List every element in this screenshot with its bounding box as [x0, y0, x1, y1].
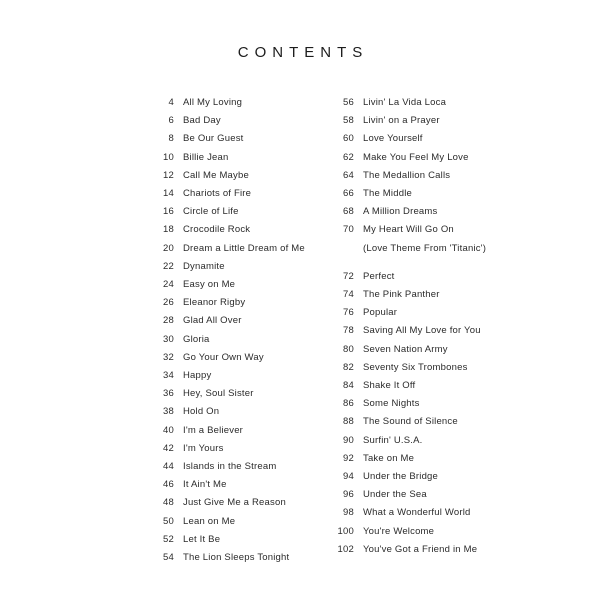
- entry-page-number: 80: [343, 343, 354, 355]
- contents-entry: [308, 203, 508, 221]
- contents-entry: [308, 341, 508, 359]
- entry-page-number: 30: [163, 333, 174, 345]
- entry-song-title: I'm Yours: [183, 442, 224, 454]
- entry-page-number: 62: [343, 151, 354, 163]
- entry-page-number: 82: [343, 361, 354, 373]
- contents-entry: [128, 149, 313, 167]
- entry-song-title: It Ain't Me: [183, 479, 227, 491]
- entry-song-title: Dream a Little Dream of Me: [183, 242, 305, 254]
- contents-entry: [128, 312, 313, 330]
- entry-page-number: 64: [343, 169, 354, 181]
- entry-song-title: Under the Bridge: [363, 471, 439, 483]
- contents-entry: [128, 221, 313, 239]
- entry-page-number: 98: [343, 507, 354, 519]
- entry-song-title: Livin' on a Prayer: [363, 115, 440, 127]
- contents-entry: [308, 94, 508, 112]
- entry-page-number: 42: [163, 442, 174, 454]
- entry-page-number: 74: [343, 289, 354, 301]
- entry-song-title: Hey, Soul Sister: [183, 388, 254, 400]
- entry-song-title: The Pink Panther: [363, 289, 440, 301]
- entry-song-title: Call Me Maybe: [183, 169, 249, 181]
- entry-song-title: You're Welcome: [363, 525, 435, 537]
- contents-entry: [308, 377, 508, 395]
- contents-column-right: [308, 94, 508, 559]
- entry-page-number: 22: [163, 260, 174, 272]
- contents-entry: [128, 94, 313, 112]
- entry-song-title: Chariots of Fire: [183, 188, 252, 200]
- entry-song-title: Let It Be: [183, 533, 221, 545]
- contents-entry: [308, 322, 508, 340]
- entry-song-title: Seven Nation Army: [363, 343, 448, 355]
- contents-entry: [128, 367, 313, 385]
- entry-song-title: Perfect: [363, 270, 395, 282]
- entry-page-number: 34: [163, 370, 174, 382]
- entry-page-number: 20: [163, 242, 174, 254]
- contents-entry: [128, 403, 313, 421]
- contents-entry: [308, 504, 508, 522]
- contents-entry: [308, 450, 508, 468]
- contents-entry: [128, 185, 313, 203]
- contents-entry: [308, 286, 508, 304]
- entry-song-title: The Medallion Calls: [363, 169, 451, 181]
- entry-page-number: 60: [343, 133, 354, 145]
- contents-entry: [128, 422, 313, 440]
- contents-entry: [128, 476, 313, 494]
- entry-page-number: 56: [343, 97, 354, 108]
- entry-song-title: Happy: [183, 370, 212, 382]
- contents-entry: [128, 531, 313, 549]
- contents-entry: [128, 294, 313, 312]
- entry-page-number: 92: [343, 452, 354, 464]
- entry-page-number: 16: [163, 206, 174, 218]
- contents-entry: [128, 549, 313, 567]
- contents-entry: [128, 130, 313, 148]
- entry-song-title: Dynamite: [183, 260, 225, 272]
- contents-entry: [308, 523, 508, 541]
- entry-song-title: Be Our Guest: [183, 133, 244, 145]
- entry-page-number: 48: [163, 497, 174, 509]
- entry-page-number: 18: [163, 224, 174, 236]
- entry-page-number: 88: [343, 416, 354, 428]
- contents-entry: [308, 185, 508, 203]
- entry-song-title: Love Yourself: [363, 133, 423, 145]
- entry-page-number: 28: [163, 315, 174, 327]
- entry-page-number: 84: [343, 380, 354, 392]
- contents-entry: [308, 221, 508, 257]
- entry-page-number: 36: [163, 388, 174, 400]
- entry-song-title: Shake It Off: [363, 380, 416, 392]
- entry-page-number: 102: [337, 543, 354, 555]
- entry-page-number: 52: [163, 533, 174, 545]
- entry-page-number: 14: [163, 188, 174, 200]
- entry-page-number: 32: [163, 351, 174, 363]
- contents-entry: [308, 468, 508, 486]
- entry-song-title: Eleanor Rigby: [183, 297, 246, 309]
- entry-page-number: 12: [163, 169, 174, 181]
- contents-entry: [128, 440, 313, 458]
- contents-entry: [308, 130, 508, 148]
- entry-song-title: Gloria: [183, 333, 210, 345]
- contents-entry: [128, 385, 313, 403]
- entry-song-title: The Lion Sleeps Tonight: [183, 552, 290, 564]
- entry-page-number: 90: [343, 434, 354, 446]
- entry-song-title: Bad Day: [183, 115, 221, 127]
- contents-entry: [308, 304, 508, 322]
- entry-page-number: 78: [343, 325, 354, 337]
- entry-song-title: Go Your Own Way: [183, 351, 264, 363]
- entry-song-title: Circle of Life: [183, 206, 239, 218]
- entry-song-title: Make You Feel My Love: [363, 151, 469, 163]
- contents-entry: [308, 395, 508, 413]
- entry-song-title: The Middle: [363, 188, 412, 200]
- entry-page-number: 24: [163, 279, 174, 291]
- contents-entry: [128, 258, 313, 276]
- entry-page-number: 72: [343, 270, 354, 282]
- entry-song-title: Islands in the Stream: [183, 461, 277, 473]
- entry-song-title: Lean on Me: [183, 515, 236, 527]
- entry-song-title: Take on Me: [363, 452, 415, 464]
- entry-song-title: Billie Jean: [183, 151, 229, 163]
- contents-entry: [128, 112, 313, 130]
- entry-song-title: Seventy Six Trombones: [363, 361, 468, 373]
- entry-page-number: 94: [343, 471, 354, 483]
- contents-entry: [308, 149, 508, 167]
- entry-page-number: 76: [343, 307, 354, 319]
- page-title: CONTENTS: [237, 44, 369, 61]
- entry-song-title: Glad All Over: [183, 315, 242, 327]
- entry-page-number: 6: [168, 115, 174, 127]
- entry-page-number: 40: [163, 424, 174, 436]
- entry-page-number: 54: [163, 552, 174, 564]
- entry-song-title: Livin' La Vida Loca: [363, 97, 447, 108]
- contents-entry: [128, 513, 313, 531]
- contents-entry: [128, 276, 313, 294]
- contents-entry: [308, 486, 508, 504]
- entry-song-title: I'm a Believer: [183, 424, 244, 436]
- contents-entry: [308, 359, 508, 377]
- contents-entry: [128, 203, 313, 221]
- contents-entry: [308, 268, 508, 286]
- contents-entry: [308, 413, 508, 431]
- entry-page-number: 68: [343, 206, 354, 218]
- entry-page-number: 50: [163, 515, 174, 527]
- contents-entry: [128, 167, 313, 185]
- contents-column-left: [128, 94, 313, 567]
- entry-page-number: 70: [343, 224, 354, 236]
- contents-entry: [308, 112, 508, 130]
- entry-page-number: 8: [168, 133, 174, 145]
- entry-page-number: 44: [163, 461, 174, 473]
- contents-entry: [128, 240, 313, 258]
- contents-entry: [308, 541, 508, 559]
- entry-song-title: All My Loving: [183, 97, 243, 108]
- entry-page-number: 4: [168, 97, 174, 108]
- entry-page-number: 58: [343, 115, 354, 127]
- entry-song-title: Some Nights: [363, 398, 420, 410]
- entry-song-title: Saving All My Love for You: [363, 325, 481, 337]
- contents-entry: [128, 494, 313, 512]
- entry-song-title: Just Give Me a Reason: [183, 497, 286, 509]
- entry-song-title: A Million Dreams: [363, 206, 438, 218]
- entry-song-title: The Sound of Silence: [363, 416, 458, 428]
- entry-song-title: Surfin' U.S.A.: [363, 434, 423, 446]
- contents-entry: [128, 349, 313, 367]
- entry-page-number: 38: [163, 406, 174, 418]
- entry-page-number: 86: [343, 398, 354, 410]
- entry-page-number: 66: [343, 188, 354, 200]
- entry-page-number: 26: [163, 297, 174, 309]
- contents-entry: [308, 167, 508, 185]
- entry-song-title: Crocodile Rock: [183, 224, 251, 236]
- contents-entry: [308, 432, 508, 450]
- entry-song-title: Easy on Me: [183, 279, 236, 291]
- entry-song-title: You've Got a Friend in Me: [363, 543, 478, 555]
- contents-entry: [128, 331, 313, 349]
- entry-song-title: Hold On: [183, 406, 220, 418]
- entry-page-number: 96: [343, 489, 354, 501]
- entry-song-subtitle: (Love Theme From 'Titanic'): [363, 242, 487, 254]
- entry-song-title: Popular: [363, 307, 398, 319]
- entry-song-title: What a Wonderful World: [363, 507, 471, 519]
- contents-entry: [128, 458, 313, 476]
- entry-page-number: 100: [337, 525, 354, 537]
- entry-song-title: Under the Sea: [363, 489, 427, 501]
- entry-page-number: 10: [163, 151, 174, 163]
- entry-song-title: My Heart Will Go On (Love Theme From 'Titanic'): [363, 221, 486, 257]
- entry-page-number: 46: [163, 479, 174, 491]
